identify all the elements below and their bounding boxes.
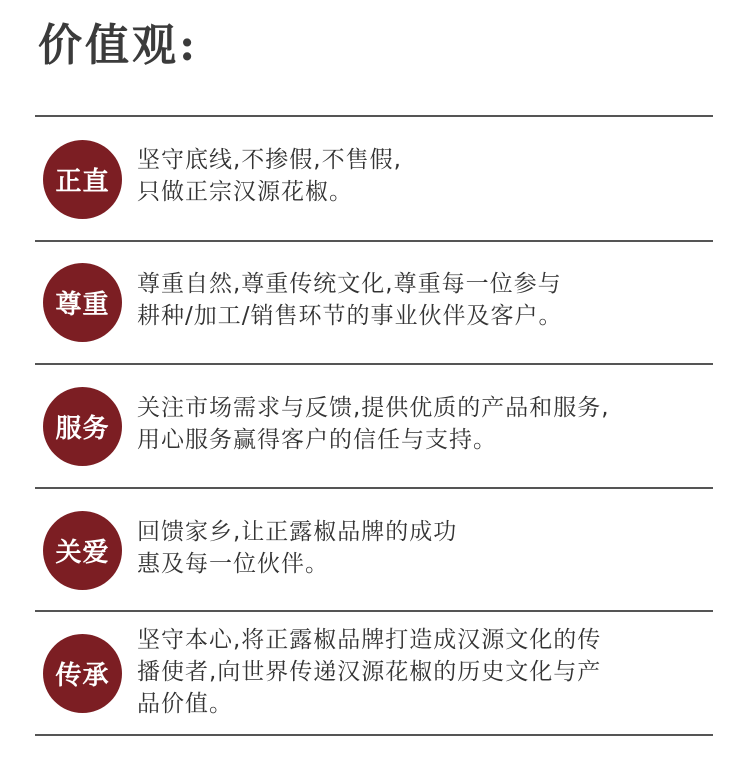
divider — [35, 487, 713, 489]
page-title: 价值观: — [38, 20, 199, 71]
value-text-line: 只做正宗汉源花椒。 — [137, 179, 353, 205]
value-text-line: 坚守本心,将正露椒品牌打造成汉源文化的传 — [137, 627, 602, 653]
value-text-service — [137, 392, 707, 456]
divider — [35, 240, 713, 242]
value-text-line: 回馈家乡,让正露椒品牌的成功 — [137, 519, 458, 545]
value-text-line: 用心服务赢得客户的信任与支持。 — [137, 427, 497, 453]
value-text-line: 播使者,向世界传递汉源花椒的历史文化与产 — [137, 659, 602, 685]
value-text-line: 品价值。 — [137, 691, 233, 717]
value-badge-integrity: 正直 — [43, 140, 122, 219]
value-text-respect — [137, 268, 707, 332]
value-text-line: 惠及每一位伙伴。 — [137, 551, 329, 577]
value-text-inheritance — [137, 624, 707, 720]
value-text-integrity — [137, 144, 707, 208]
value-text-line: 关注市场需求与反馈,提供优质的产品和服务, — [137, 395, 610, 421]
divider — [35, 115, 713, 117]
value-text-line: 坚守底线,不掺假,不售假, — [137, 147, 402, 173]
value-badge-care: 关爱 — [43, 511, 122, 590]
value-badge-respect: 尊重 — [43, 263, 122, 342]
value-text-line: 尊重自然,尊重传统文化,尊重每一位参与 — [137, 271, 562, 297]
value-text-care — [137, 516, 707, 580]
value-badge-service: 服务 — [43, 387, 122, 466]
divider — [35, 734, 713, 736]
divider — [35, 363, 713, 365]
divider — [35, 610, 713, 612]
value-badge-inheritance: 传承 — [43, 634, 122, 713]
value-text-line: 耕种/加工/销售环节的事业伙伴及客户。 — [137, 303, 563, 329]
